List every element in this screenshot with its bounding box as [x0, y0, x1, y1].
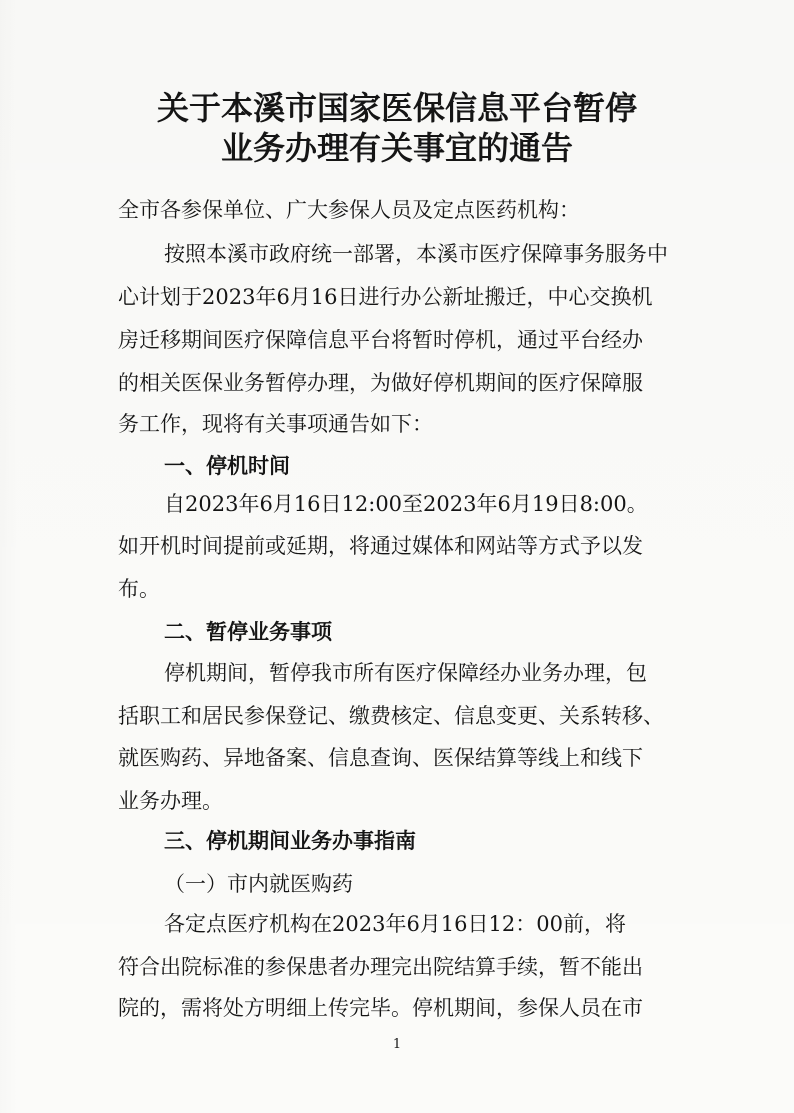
section-2-line-1: 停机期间，暂停我市所有医疗保障经办业务办理，包 [164, 661, 647, 685]
section-2-line-4: 业务办理。 [118, 789, 223, 813]
section-1-line-1: 自2023年6月16日12:00至2023年6月19日8:00。 [164, 492, 648, 516]
subsection-1-line-3: 院的，需将处方明细上传完毕。停机期间，参保人员在市 [118, 996, 643, 1020]
salutation: 全市各参保单位、广大参保人员及定点医药机构： [118, 198, 580, 222]
document-title-line-2: 业务办理有关事宜的通告 [220, 129, 573, 167]
subsection-1-line-2: 符合出院标准的参保患者办理完出院结算手续，暂不能出 [118, 955, 643, 979]
intro-line-3: 房迁移期间医疗保障信息平台将暂时停机，通过平台经办 [118, 328, 643, 352]
intro-line-2: 心计划于2023年6月16日进行办公新址搬迁，中心交换机 [118, 285, 653, 309]
section-2-line-3: 就医购药、异地备案、信息查询、医保结算等线上和线下 [118, 746, 643, 770]
page-number: 1 [392, 1037, 402, 1052]
subsection-1-line-1: 各定点医疗机构在2023年6月16日12：00前，将 [164, 912, 626, 936]
intro-line-1: 按照本溪市政府统一部署，本溪市医疗保障事务服务中 [164, 242, 668, 266]
section-heading-3: 三、停机期间业务办事指南 [164, 829, 416, 853]
section-1-line-3: 布。 [118, 577, 160, 601]
section-heading-1: 一、停机时间 [164, 454, 290, 478]
document-title-line-1: 关于本溪市国家医保信息平台暂停 [156, 89, 637, 127]
intro-line-4: 的相关医保业务暂停办理，为做好停机期间的医疗保障服 [118, 371, 643, 395]
intro-line-5: 务工作，现将有关事项通告如下： [118, 412, 433, 436]
section-heading-2: 二、暂停业务事项 [164, 620, 332, 644]
section-2-line-2: 括职工和居民参保登记、缴费核定、信息变更、关系转移、 [118, 704, 664, 728]
subsection-heading-1: （一）市内就医购药 [164, 872, 353, 896]
section-1-line-2: 如开机时间提前或延期，将通过媒体和网站等方式予以发 [118, 534, 643, 558]
